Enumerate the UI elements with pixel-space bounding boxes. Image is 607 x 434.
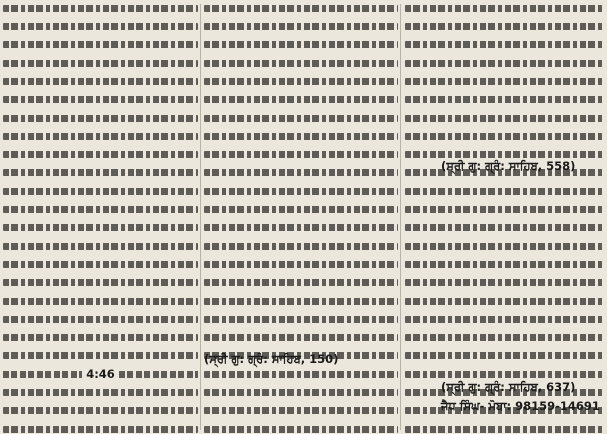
column-divider bbox=[400, 4, 401, 430]
verse-number: 4:46 bbox=[86, 367, 115, 382]
text-line bbox=[405, 258, 604, 271]
text-line bbox=[405, 368, 604, 381]
scripture-citation: (ਸ੍ਰੀ ਗੁ: ਗ੍ਰੰ: ਸਾਹਿਬ, 558) bbox=[441, 159, 576, 173]
article-column-2 bbox=[204, 0, 398, 434]
text-line bbox=[204, 20, 398, 33]
text-line bbox=[3, 20, 198, 33]
text-line bbox=[3, 295, 198, 308]
text-line bbox=[204, 130, 398, 143]
column-divider bbox=[200, 4, 201, 430]
text-line bbox=[405, 331, 604, 344]
text-line bbox=[204, 75, 398, 88]
text-line bbox=[204, 276, 398, 289]
text-line bbox=[3, 112, 198, 125]
text-line bbox=[3, 75, 198, 88]
text-line bbox=[204, 167, 398, 180]
text-line bbox=[3, 93, 198, 106]
text-line bbox=[3, 423, 198, 434]
text-line bbox=[3, 386, 198, 399]
text-line bbox=[3, 148, 198, 161]
text-line bbox=[204, 331, 398, 344]
text-segment bbox=[3, 371, 82, 378]
text-line bbox=[204, 148, 398, 161]
text-line bbox=[3, 240, 198, 253]
author-phone: ਜੈਧ ਸਿੰਘ- ਮੋਬਾ: 98159-14691 bbox=[441, 399, 600, 413]
text-line bbox=[405, 350, 604, 363]
text-line bbox=[3, 313, 198, 326]
text-line bbox=[3, 222, 198, 235]
text-line bbox=[405, 112, 604, 125]
text-line bbox=[204, 295, 398, 308]
text-segment bbox=[119, 371, 198, 378]
article-column-1 bbox=[3, 0, 198, 434]
text-line bbox=[3, 57, 198, 70]
text-line bbox=[3, 258, 198, 271]
text-line bbox=[204, 222, 398, 235]
text-line bbox=[405, 222, 604, 235]
text-line bbox=[405, 185, 604, 198]
text-line bbox=[204, 423, 398, 434]
text-line bbox=[405, 295, 604, 308]
text-line bbox=[405, 130, 604, 143]
text-line bbox=[3, 130, 198, 143]
text-line bbox=[405, 75, 604, 88]
text-line bbox=[204, 57, 398, 70]
article-column-3 bbox=[405, 0, 604, 434]
text-line bbox=[3, 185, 198, 198]
text-line bbox=[204, 39, 398, 52]
text-line bbox=[3, 203, 198, 216]
text-line bbox=[3, 276, 198, 289]
scripture-citation: (ਸ੍ਰੀ ਗੁ: ਗ੍ਰੰ: ਸਾਹਿਬ, 637) bbox=[441, 380, 576, 394]
text-line bbox=[204, 112, 398, 125]
verse-reference-line bbox=[3, 368, 198, 381]
text-line bbox=[3, 331, 198, 344]
text-line bbox=[405, 39, 604, 52]
text-line bbox=[204, 185, 398, 198]
text-line bbox=[204, 203, 398, 216]
text-line bbox=[204, 405, 398, 418]
text-line bbox=[3, 167, 198, 180]
text-line bbox=[204, 258, 398, 271]
text-line bbox=[204, 240, 398, 253]
text-line bbox=[3, 350, 198, 363]
text-line bbox=[405, 276, 604, 289]
text-line bbox=[405, 240, 604, 253]
text-line bbox=[405, 20, 604, 33]
text-line bbox=[405, 203, 604, 216]
text-line bbox=[3, 2, 198, 15]
text-line bbox=[405, 57, 604, 70]
text-line bbox=[3, 405, 198, 418]
text-line bbox=[405, 423, 604, 434]
text-line bbox=[405, 2, 604, 15]
text-line bbox=[204, 386, 398, 399]
text-line bbox=[204, 313, 398, 326]
text-line bbox=[405, 313, 604, 326]
scripture-citation: (ਸ੍ਰੀ ਗੁ: ਗ੍ਰੰ: ਸਾਹਿਬ, 150) bbox=[204, 352, 339, 366]
text-line bbox=[204, 2, 398, 15]
text-line bbox=[3, 39, 198, 52]
text-line bbox=[204, 368, 398, 381]
text-line bbox=[405, 93, 604, 106]
text-line bbox=[204, 93, 398, 106]
